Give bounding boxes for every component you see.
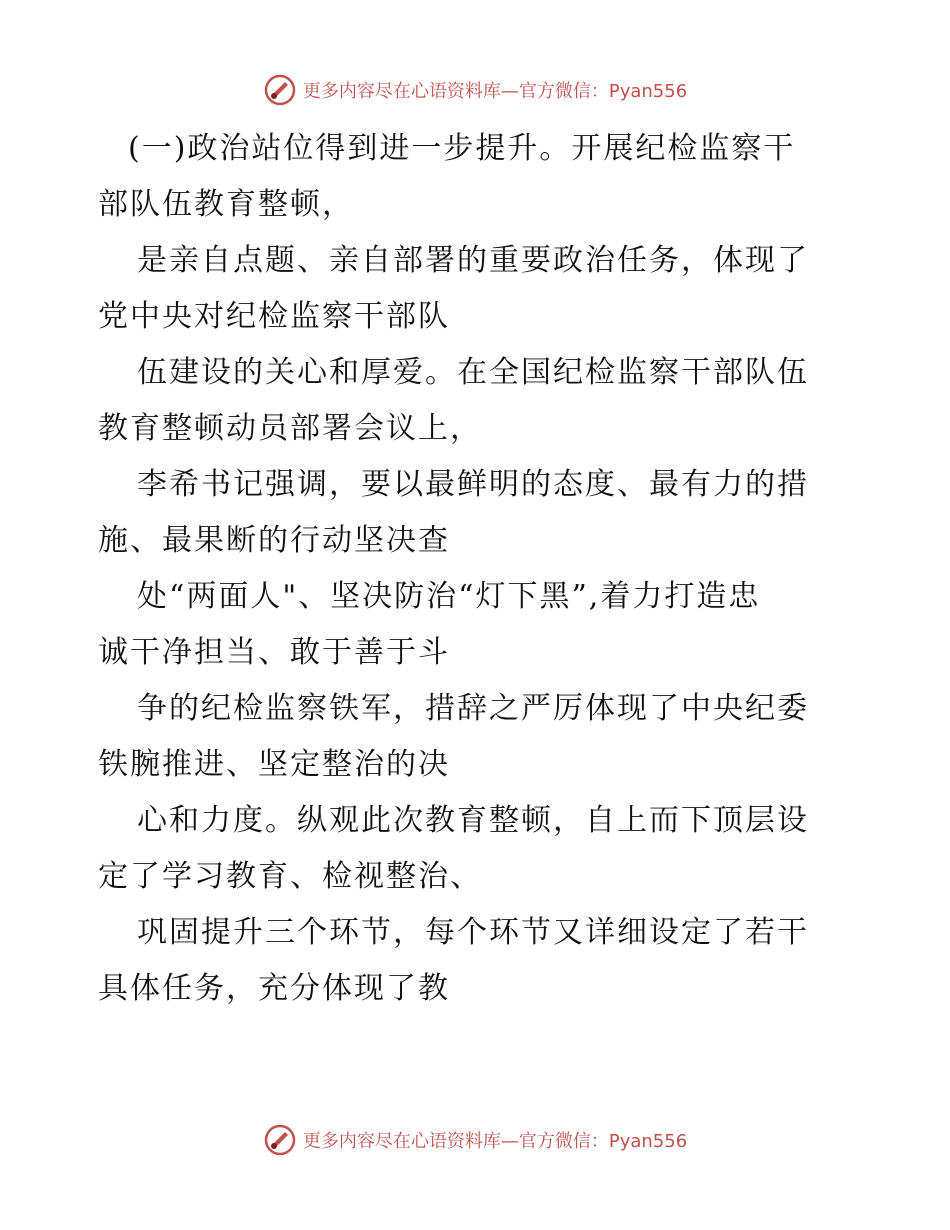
paragraph bbox=[98, 569, 858, 681]
paragraph-line: 诚干净担当、敢于善于斗 bbox=[98, 635, 450, 670]
paragraph-line: 教育整顿动员部署会议上， bbox=[98, 411, 482, 446]
paragraph bbox=[98, 681, 858, 793]
header-watermark bbox=[0, 70, 950, 110]
header-watermark-text: 更多内容尽在心语资料库—官方微信：Pyan556 bbox=[302, 81, 688, 102]
paragraph-line: 伍建设的关心和厚爱。在全国纪检监察干部队伍 bbox=[137, 355, 809, 390]
logo-icon bbox=[263, 1123, 297, 1157]
paragraph bbox=[98, 457, 858, 569]
logo-icon bbox=[263, 73, 297, 107]
paragraph-line: 施、最果断的行动坚决查 bbox=[98, 523, 450, 558]
paragraph-line: 心和力度。纵观此次教育整顿，自上而下顶层设 bbox=[137, 803, 809, 838]
footer-watermark-text: 更多内容尽在心语资料库—官方微信：Pyan556 bbox=[302, 1131, 688, 1152]
paragraph-line: 李希书记强调，要以最鲜明的态度、最有力的措 bbox=[137, 467, 809, 502]
paragraph-line: 处“两面人"、坚决防治“灯下黑”,着力打造忠 bbox=[137, 579, 761, 614]
paragraph bbox=[98, 121, 858, 233]
paragraph-line: 党中央对纪检监察干部队 bbox=[98, 299, 450, 334]
paragraph-line: (一)政治站位得到进一步提升。开展纪检监察干 bbox=[128, 131, 796, 166]
paragraph-line: 具体任务，充分体现了教 bbox=[98, 971, 450, 1006]
paragraph bbox=[98, 905, 858, 1017]
paragraph-line: 定了学习教育、检视整治、 bbox=[98, 859, 482, 894]
paragraph-line: 部队伍教育整顿， bbox=[98, 187, 354, 222]
paragraph-line: 铁腕推进、坚定整治的决 bbox=[98, 747, 450, 782]
paragraph-line: 是亲自点题、亲自部署的重要政治任务，体现了 bbox=[137, 243, 809, 278]
footer-watermark bbox=[0, 1120, 950, 1160]
paragraph bbox=[98, 345, 858, 457]
paragraph-line: 巩固提升三个环节，每个环节又详细设定了若干 bbox=[137, 915, 809, 950]
document-body bbox=[98, 121, 858, 1017]
paragraph bbox=[98, 793, 858, 905]
paragraph bbox=[98, 233, 858, 345]
paragraph-line: 争的纪检监察铁军，措辞之严厉体现了中央纪委 bbox=[137, 691, 809, 726]
